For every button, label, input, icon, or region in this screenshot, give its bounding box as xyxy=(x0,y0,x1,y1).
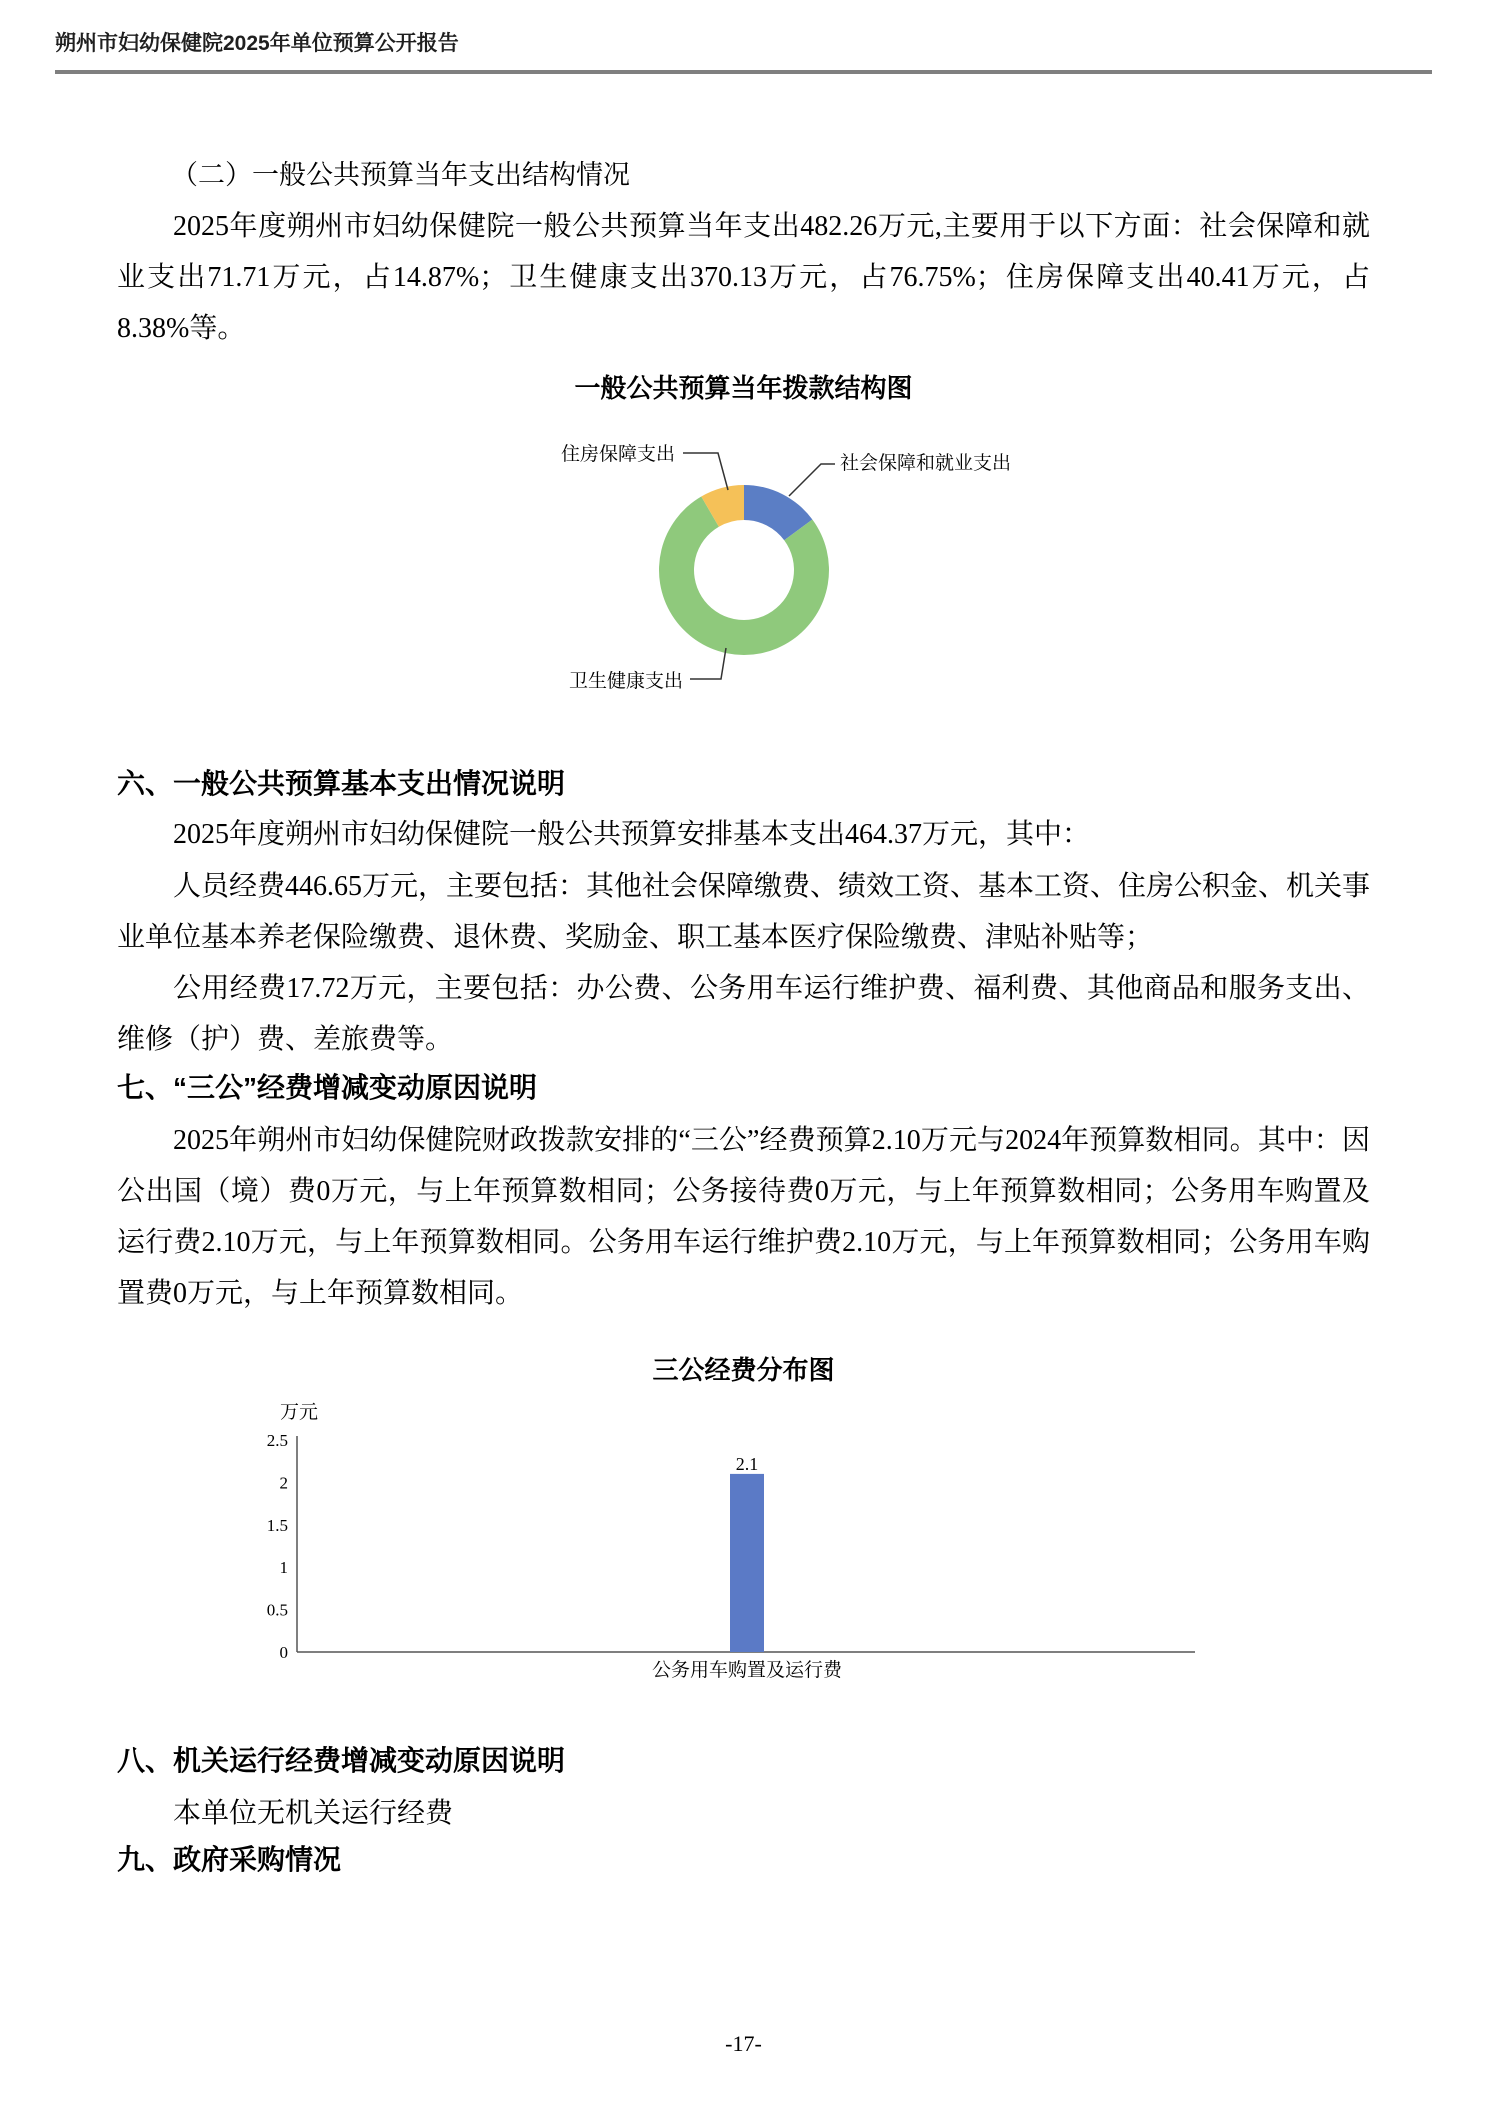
page-number: -17- xyxy=(725,2031,762,2056)
donut-label-leader-line xyxy=(690,648,726,679)
bar-chart-title: 三公经费分布图 xyxy=(652,1355,835,1385)
section-heading-procurement: 九、政府采购情况 xyxy=(117,1844,342,1875)
paragraph-public-funds: 公用经费17.72万元，主要包括：办公费、公务用车运行维护费、福利费、其他商品和服务支出、维修（护）费、差旅费等。 xyxy=(117,973,1370,1055)
y-axis-tick-label: 2.5 xyxy=(266,1431,288,1450)
subsection-heading-expenditure-structure: （二）一般公共预算当年支出结构情况 xyxy=(171,160,630,190)
y-axis-tick-label: 1 xyxy=(279,1558,288,1578)
x-axis-category-label: 公务用车购置及运行费 xyxy=(651,1660,843,1681)
section-heading-operating-funds: 八、机关运行经费增减变动原因说明 xyxy=(117,1745,566,1776)
section-heading-three-public: 七、“三公”经费增减变动原因说明 xyxy=(117,1072,538,1103)
donut-chart xyxy=(117,420,1370,720)
bar-chart-figure xyxy=(117,1354,1370,1702)
y-axis-tick-label: 0.5 xyxy=(266,1600,288,1620)
paragraph-personnel-funds: 人员经费446.65万元，主要包括：其他社会保障缴费、绩效工资、基本工资、住房公积金、机关事业单位基本养老保险缴费、退休费、奖励金、职工基本医疗保险缴费、津贴补贴等； xyxy=(117,871,1371,953)
donut-slice-label: 住房保障支出 xyxy=(560,444,675,465)
paragraph-expenditure-structure: 2025年度朔州市妇幼保健院一般公共预算当年支出482.26万元,主要用于以下方面：社会保障和就业支出71.71万元，占14.87%；卫生健康支出370.13万元，占76.75%；住房保障支出40.41万元，占8.38%等。 xyxy=(117,211,1370,344)
donut-slice-label: 社会保障和就业支出 xyxy=(840,453,1012,474)
bar-value-label: 2.1 xyxy=(735,1453,759,1474)
document-body xyxy=(0,158,1487,1878)
paragraph-three-public: 2025年朔州市妇幼保健院财政拨款安排的“三公”经费预算2.10万元与2024年预算数相同。其中：因公出国（境）费0万元，与上年预算数相同；公务接待费0万元，与上年预算数相同；公务用车购置及运行费2.10万元，与上年预算数相同。公务用车运行维护费2.10万元，与上年预算数相同；公务用车购置费0万元，与上年预算数相同。 xyxy=(117,1125,1370,1309)
donut-chart-title: 一般公共预算当年拨款结构图 xyxy=(574,373,913,403)
page-footer xyxy=(0,2031,1487,2057)
document-title: 朔州市妇幼保健院2025年单位预算公开报告 xyxy=(55,32,459,55)
page-header xyxy=(0,0,1487,74)
header-divider xyxy=(55,70,1432,74)
bar xyxy=(730,1474,764,1652)
donut-chart-figure xyxy=(117,372,1370,720)
paragraph-basic-expenditure-total: 2025年度朔州市妇幼保健院一般公共预算安排基本支出464.37万元，其中： xyxy=(173,819,1091,850)
paragraph-operating-funds: 本单位无机关运行经费 xyxy=(173,1798,454,1829)
y-axis-tick-label: 1.5 xyxy=(266,1515,288,1535)
donut-slice-label: 卫生健康支出 xyxy=(568,671,683,692)
donut-label-leader-line xyxy=(683,453,728,490)
bar-chart-unit-label: 万元 xyxy=(280,1402,319,1423)
donut-label-leader-line xyxy=(789,464,835,496)
section-heading-basic-expenditure: 六、一般公共预算基本支出情况说明 xyxy=(117,768,566,799)
bar-chart xyxy=(117,1392,1370,1702)
y-axis-tick-label: 2 xyxy=(279,1473,288,1493)
y-axis-tick-label: 0 xyxy=(279,1643,288,1662)
